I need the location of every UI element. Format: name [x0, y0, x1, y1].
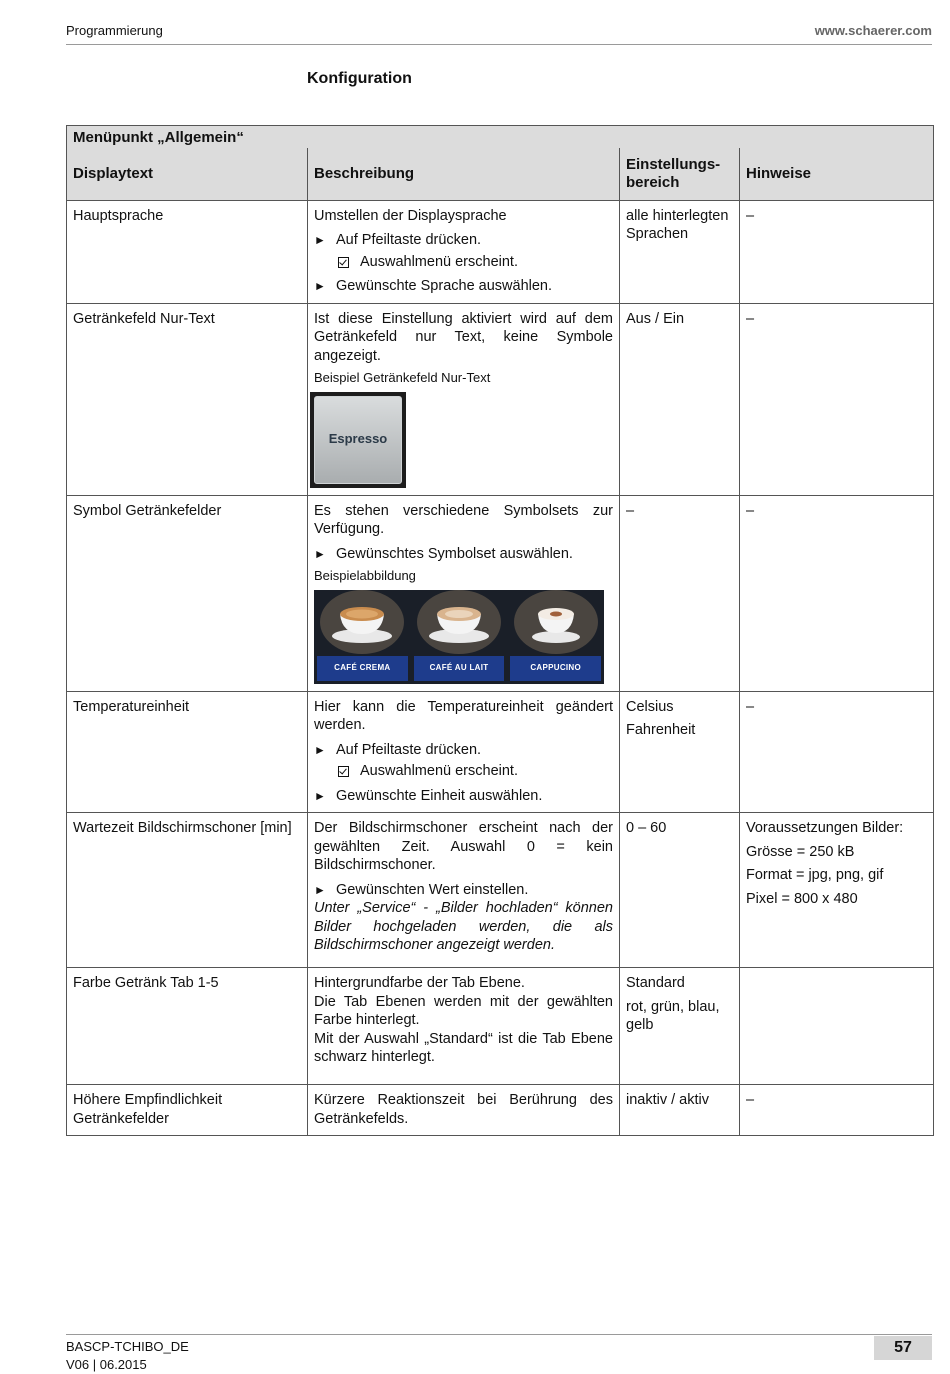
cell-bereich: –: [620, 495, 740, 691]
cell-displaytext: Farbe Getränk Tab 1-5: [67, 968, 308, 1085]
result-text: Auswahlmenü erscheint.: [360, 763, 518, 779]
arrow-right-icon: ►: [314, 882, 326, 897]
desc-text: Kürzere Reaktionszeit bei Berührung des Getränkefelds.: [314, 1092, 613, 1127]
step-text: Gewünschte Sprache auswählen.: [336, 278, 553, 294]
cell-hinweise: [740, 968, 934, 1085]
arrow-right-icon: ►: [314, 546, 326, 561]
table-row: [67, 495, 934, 691]
cell-displaytext: Höhere Empfindlichkeit Getränkefelder: [67, 1085, 308, 1136]
footer-version: V06 | 06.2015: [66, 1357, 147, 1372]
cell-hinweise: –: [740, 495, 934, 691]
instruction-step: [314, 881, 613, 900]
step-text: Gewünschte Einheit auswählen.: [336, 787, 543, 804]
step-text: Auf Pfeiltaste drücken.: [336, 232, 482, 248]
espresso-button-sample: Espresso: [314, 396, 402, 484]
desc-text: Die Tab Ebenen werden mit der gewählten Farbe hinterlegt.: [314, 993, 613, 1028]
desc-text: Ist diese Einstellung aktiviert wird auf dem Getränkefeld nur Text, keine Symbole angezeigt.: [314, 310, 613, 364]
cell-bereich: [620, 691, 740, 813]
running-header-section: Programmierung: [66, 23, 163, 38]
drink-symbol: [507, 590, 604, 684]
cell-hinweise: –: [740, 1085, 934, 1136]
symbol-set-example-image: [314, 590, 604, 684]
hint-text: Pixel = 800 x 480: [746, 890, 858, 907]
instruction-step: [314, 231, 613, 250]
column-header-row: [67, 148, 934, 201]
drink-label: CAFÉ CREMA: [317, 656, 408, 681]
col-header-einstellungsbereich: [620, 148, 740, 201]
table-row: [67, 968, 934, 1085]
cell-bereich: 0 – 60: [620, 813, 740, 968]
arrow-right-icon: ►: [314, 788, 326, 803]
running-header-url: www.schaerer.com: [814, 23, 932, 38]
drink-label: CAFÉ AU LAIT: [414, 656, 505, 681]
cell-beschreibung: [308, 1085, 620, 1136]
footer-doc-id: BASCP-TCHIBO_DE: [66, 1339, 189, 1354]
desc-text: Der Bildschirmschoner erscheint nach der gewählten Zeit. Auswahl 0 = kein Bildschirmschoner.: [314, 820, 613, 873]
table-row: [67, 200, 934, 303]
range-option: rot, grün, blau, gelb: [626, 998, 720, 1033]
cell-beschreibung: [308, 813, 620, 968]
drink-symbol: [411, 590, 508, 684]
result-text: Auswahlmenü erscheint.: [360, 253, 518, 270]
range-option: Celsius: [626, 698, 674, 715]
instruction-step: [314, 277, 613, 296]
hint-text: Voraussetzungen Bilder:: [746, 820, 904, 836]
checkbox-icon: [338, 253, 360, 272]
cell-beschreibung: [308, 303, 620, 495]
cell-bereich: Aus / Ein: [620, 303, 740, 495]
cell-hinweise: –: [740, 303, 934, 495]
arrow-right-icon: ►: [314, 233, 326, 247]
cell-beschreibung: [308, 495, 620, 691]
hint-text: Grösse = 250 kB: [746, 843, 855, 860]
section-title: Konfiguration: [307, 70, 412, 87]
cell-beschreibung: [308, 968, 620, 1085]
arrow-right-icon: ►: [314, 742, 326, 757]
service-note: Unter „Service“ - „Bilder hochladen“ können Bilder hochgeladen werden, die als Bildschirmschoner angezeigt werden.: [314, 900, 613, 953]
drink-symbol: [314, 590, 411, 684]
header-rule: [66, 44, 932, 45]
col-header-displaytext: Displaytext: [67, 148, 308, 201]
table-row: [67, 303, 934, 495]
drink-label: CAPPUCINO: [510, 656, 601, 681]
cell-displaytext: Symbol Getränkefelder: [67, 495, 308, 691]
footer-rule: [66, 1334, 932, 1335]
cell-hinweise: –: [740, 691, 934, 813]
instruction-step: [314, 545, 613, 564]
col-header-bereich-line2: bereich: [626, 174, 680, 191]
coffee-cup-icon: [514, 590, 598, 655]
coffee-cup-icon: [417, 590, 501, 655]
checkbox-icon: [338, 762, 360, 781]
cell-bereich: [620, 968, 740, 1085]
group-header-row: [67, 126, 934, 148]
desc-text: Mit der Auswahl „Standard“ ist die Tab Ebene schwarz hinterlegt.: [314, 1030, 613, 1065]
coffee-cup-icon: [320, 590, 404, 655]
cell-displaytext: Getränkefeld Nur-Text: [67, 303, 308, 495]
example-caption: Beispielabbildung: [314, 568, 416, 583]
result-step: [338, 253, 613, 272]
step-text: Gewünschten Wert einstellen.: [336, 881, 529, 898]
cell-beschreibung: [308, 691, 620, 813]
col-header-hinweise: Hinweise: [740, 148, 934, 201]
step-text: Gewünschtes Symbolset auswählen.: [336, 545, 573, 562]
cell-bereich: alle hinterlegten Sprachen: [620, 200, 740, 303]
instruction-step: [314, 787, 613, 806]
cell-beschreibung: [308, 200, 620, 303]
col-header-bereich-line1: Einstellungs-: [626, 155, 721, 173]
instruction-step: [314, 741, 613, 760]
cell-displaytext: Wartezeit Bildschirmschoner [min]: [67, 813, 308, 968]
cell-bereich: inaktiv / aktiv: [620, 1085, 740, 1136]
table-row: [67, 691, 934, 813]
desc-text: Umstellen der Displaysprache: [314, 207, 507, 224]
page-number: 57: [874, 1336, 932, 1360]
step-text: Auf Pfeiltaste drücken.: [336, 741, 482, 758]
table-row: [67, 813, 934, 968]
hint-text: Format = jpg, png, gif: [746, 867, 884, 883]
desc-text: Es stehen verschiedene Symbolsets zur Verfügung.: [314, 502, 613, 537]
example-caption: Beispiel Getränkefeld Nur-Text: [314, 370, 491, 385]
desc-text: Hintergrundfarbe der Tab Ebene.: [314, 975, 525, 991]
result-step: [338, 762, 613, 781]
table-row: [67, 1085, 934, 1136]
desc-text: Hier kann die Temperatureinheit geändert werden.: [314, 698, 613, 733]
col-header-beschreibung: Beschreibung: [308, 148, 620, 201]
example-drink-field-image: [310, 392, 406, 488]
range-option: Fahrenheit: [626, 722, 696, 738]
cell-displaytext: Hauptsprache: [67, 200, 308, 303]
range-option: Standard: [626, 975, 685, 991]
cell-hinweise: [740, 813, 934, 968]
arrow-right-icon: ►: [314, 279, 326, 293]
group-title: Menüpunkt „Allgemein“: [67, 126, 934, 148]
config-table: [66, 125, 934, 1136]
cell-hinweise: –: [740, 200, 934, 303]
cell-displaytext: Temperatureinheit: [67, 691, 308, 813]
